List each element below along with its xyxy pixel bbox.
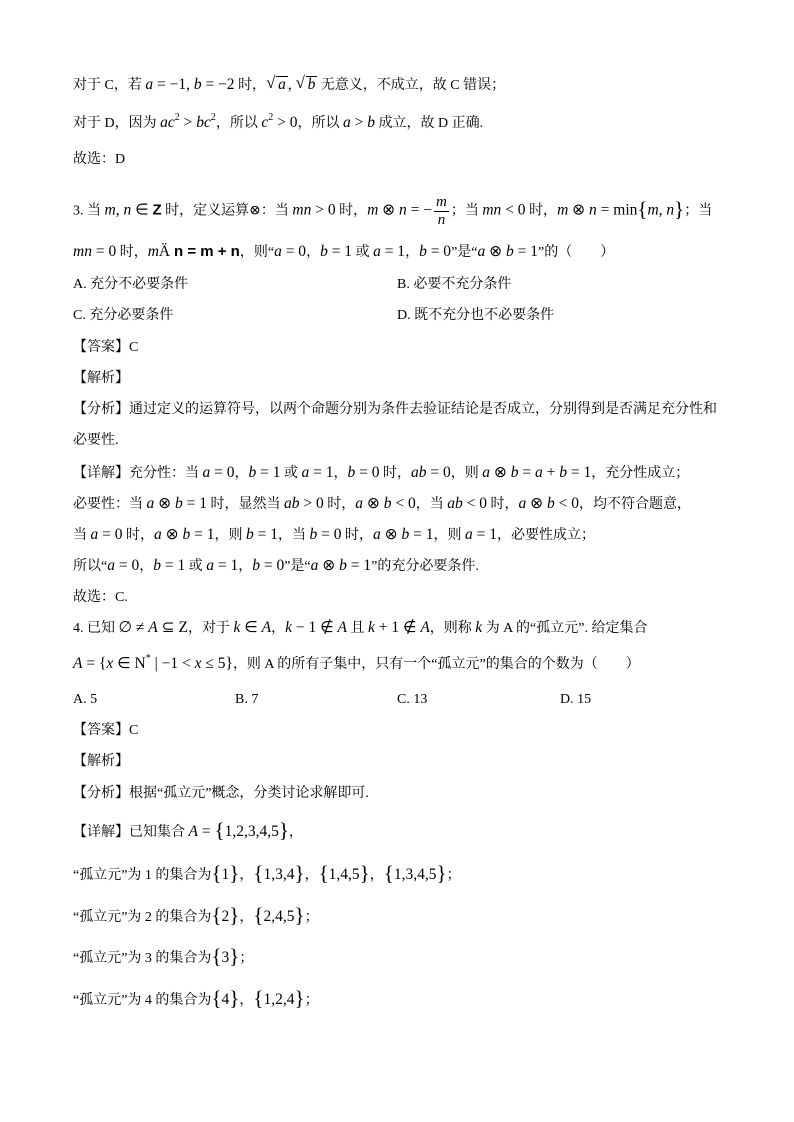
q3-option-b: B. 必要不充分条件 [397, 277, 512, 292]
math-italic: a [343, 114, 351, 131]
text-run: 且 [346, 621, 368, 636]
math-roman: ∈ [131, 201, 153, 219]
math-italic: b [347, 464, 356, 481]
text-run: 所以“ [73, 559, 108, 574]
text-run: 时， [379, 466, 411, 481]
math-roman: 1 [221, 866, 230, 883]
text-run: ， [139, 559, 154, 574]
math-italic: a [90, 526, 99, 543]
set-brace: { [211, 903, 222, 927]
math-roman: ⊗ [568, 201, 590, 219]
math-italic: mn [482, 201, 502, 219]
superscript: * [145, 653, 151, 664]
text-run: ， [304, 868, 319, 883]
text-run: ，则 [450, 466, 483, 481]
q3-detail-line-1 [73, 461, 689, 485]
text-run: 时， [234, 78, 267, 93]
math-italic: k [475, 619, 483, 636]
math-roman: | −1 < [150, 655, 195, 672]
math-roman: = 0 [259, 557, 285, 574]
text-run: ，所以 [297, 116, 344, 131]
text-run: ，充分性成立； [591, 466, 690, 481]
set-brace: } [229, 944, 240, 968]
text-run: 【详解】已知集合 [73, 825, 189, 840]
set-brace: { [211, 861, 222, 885]
math-roman: < 0 [501, 201, 526, 219]
math-roman: Ä [158, 243, 174, 260]
set-brace: { [318, 861, 329, 885]
math-roman: = 0 [98, 526, 123, 543]
math-italic: a [107, 557, 115, 574]
math-italic: a [206, 557, 214, 574]
text-run: ”是“ [451, 245, 478, 260]
math-roman: , [115, 201, 124, 219]
math-italic: mn [73, 243, 92, 260]
math-italic: bc [196, 114, 211, 131]
math-italic: ab [284, 495, 300, 512]
q3-answer: 【答案】C [73, 340, 139, 355]
math-bold: Z [152, 201, 162, 219]
math-roman: = 1 [346, 557, 372, 574]
math-italic: m [557, 201, 569, 219]
math-roman: = 1 [309, 464, 334, 481]
set-brace: { [211, 944, 222, 968]
math-italic: mn [292, 201, 312, 219]
math-roman: = 0 [91, 243, 117, 260]
math-italic: a [145, 76, 154, 93]
math-italic: b [419, 243, 427, 260]
math-italic: a [310, 557, 319, 574]
math-italic: b [153, 557, 161, 574]
math-italic: n [589, 201, 597, 219]
math-italic: n [123, 201, 132, 219]
text-run: ， [288, 825, 303, 840]
math-roman: = 1 [190, 526, 215, 543]
text-run: ，对于 [187, 621, 234, 636]
math-roman: > [350, 114, 368, 131]
text-run: ， [369, 868, 384, 883]
math-roman: = 1 [327, 243, 353, 260]
math-italic: b [246, 526, 254, 543]
q3-stem-line-2 [73, 240, 614, 264]
text-run: ； [304, 993, 319, 1008]
superscript: 2 [210, 112, 216, 123]
text-run: 或 [352, 245, 374, 260]
q4-option-d: D. 15 [560, 692, 592, 707]
text-run: 【详解】充分性：当 [73, 466, 203, 481]
math-roman: ⊗ [380, 526, 402, 543]
q4-analysis: 【分析】根据“孤立元”概念，分类讨论求解即可. [73, 786, 369, 801]
prev-solution-option-c [73, 73, 505, 97]
math-bold: n = m + n [173, 243, 240, 260]
set-brace: } [436, 861, 447, 885]
math-italic: a [274, 243, 282, 260]
set-brace: { [383, 861, 394, 885]
q4-stem-line-2 [73, 652, 640, 676]
square-root: √ a [276, 76, 288, 93]
text-run: ，则“ [239, 245, 275, 260]
text-run: “孤立元”为 2 的集合为 [73, 910, 212, 925]
math-roman: = { [82, 655, 107, 672]
math-roman: ∈ [240, 619, 262, 636]
set-brace: } [278, 818, 289, 842]
q4-detail-line-1 [73, 817, 303, 841]
prev-solution-option-d [73, 111, 483, 135]
math-roman: = 1 [213, 557, 239, 574]
text-run: 无意义，不成立，故 C 错误； [317, 78, 506, 93]
math-roman: > [179, 114, 197, 131]
text-run: “孤立元”为 1 的集合为 [73, 868, 212, 883]
math-italic: ab [411, 464, 427, 481]
math-roman: ⊗ [485, 243, 506, 260]
math-roman: = 1 [182, 495, 207, 512]
math-roman: 1,4,5 [328, 866, 360, 883]
math-roman: ⊗ [318, 557, 340, 574]
text-run: ； [446, 868, 461, 883]
q4-isolated-element-3 [73, 943, 253, 967]
math-italic: ab [447, 495, 463, 512]
fraction-numerator: m [436, 194, 447, 210]
math-roman: ⊗ [161, 526, 183, 543]
math-italic: k [367, 619, 375, 636]
set-brace: { [214, 818, 225, 842]
math-roman: ⊗ [363, 495, 384, 512]
math-italic: b [248, 464, 257, 481]
math-italic: a [373, 243, 381, 260]
text-run: 时， [122, 528, 154, 543]
math-roman: = −2 [201, 76, 235, 93]
text-run: 对于 C，若 [73, 78, 146, 93]
text-run: “孤立元”为 4 的集合为 [73, 993, 212, 1008]
math-italic: b [182, 526, 191, 543]
text-run: ，则称 [429, 621, 476, 636]
text-run: 3. 当 [73, 203, 105, 219]
q3-detail-line-4 [73, 554, 479, 578]
math-roman: < 0 [462, 495, 487, 512]
math-roman: > 0 [311, 201, 336, 219]
math-roman: = 1 [256, 464, 281, 481]
math-roman: = [518, 464, 535, 481]
math-roman: = 0 [426, 464, 451, 481]
math-roman: = 0 [210, 464, 235, 481]
math-italic: a [202, 464, 211, 481]
text-run: ，当 [415, 497, 448, 512]
math-italic: A [148, 619, 158, 636]
text-run: ， [405, 245, 420, 260]
math-roman: 1,2,4 [263, 991, 295, 1008]
math-roman: − 1 ∉ [291, 619, 338, 636]
fraction [434, 195, 449, 228]
math-roman: < 0 [391, 495, 416, 512]
math-italic: m [367, 201, 379, 219]
q4-isolated-element-4 [73, 985, 319, 1009]
math-roman: = 0 [426, 243, 452, 260]
math-roman: > 0 [299, 495, 324, 512]
text-run: 时， [341, 528, 373, 543]
math-roman: 2 [221, 908, 230, 925]
q3-option-c: C. 充分必要条件 [73, 308, 174, 323]
math-italic: b [367, 114, 376, 131]
text-run: 为 A 的“孤立元”. 给定集合 [482, 621, 648, 636]
set-brace: } [229, 861, 240, 885]
math-italic: a [301, 464, 310, 481]
math-roman: = −1, [153, 76, 194, 93]
q3-option-a: A. 充分不必要条件 [73, 277, 189, 292]
text-run: ， [239, 993, 254, 1008]
math-roman: ⊗ [490, 464, 511, 481]
q4-option-b: B. 7 [235, 692, 259, 707]
q4-isolated-element-1 [73, 860, 461, 884]
math-italic: c [261, 114, 269, 131]
math-roman: ⊗ [154, 495, 175, 512]
text-run: ， [333, 466, 348, 481]
math-italic: b [510, 464, 519, 481]
text-run: ”的（ ） [538, 245, 615, 260]
q3-analysis-line-1: 【分析】通过定义的运算符号，以两个命题分别为条件去验证结论是否成立，分别得到是否满足充分性和 [73, 402, 717, 417]
math-roman: > 0 [273, 114, 298, 131]
math-italic: b [175, 495, 183, 512]
q3-analysis-heading: 【解析】 [73, 371, 129, 386]
q4-isolated-element-2 [73, 902, 319, 926]
math-italic: A [73, 655, 83, 672]
set-brace: } [294, 903, 305, 927]
math-roman: = min [596, 201, 638, 219]
math-roman: ⊗ [526, 495, 547, 512]
math-italic: x [106, 655, 114, 672]
math-roman: = 1 [567, 464, 592, 481]
math-roman: ≤ 5} [201, 655, 233, 672]
text-run: 必要性：当 [73, 497, 147, 512]
math-italic: b [193, 76, 202, 93]
prev-choice: 故选：D [73, 152, 126, 167]
text-run: ； [304, 910, 319, 925]
math-roman: 1,3,4,5 [393, 866, 437, 883]
math-italic: b [320, 243, 328, 260]
q4-stem-line-1 [73, 616, 647, 640]
math-roman: = 1 [253, 526, 278, 543]
text-run: ，所以 [215, 116, 262, 131]
text-run: ； [239, 951, 254, 966]
math-italic: A [337, 619, 347, 636]
math-italic: a [154, 526, 162, 543]
text-run: 时，定义运算⊗：当 [161, 203, 293, 219]
text-run: ”的充分必要条件. [371, 559, 479, 574]
math-italic: b [252, 557, 260, 574]
text-run: ，则 A 的所有子集中，只有一个“孤立元”的集合的个数为（ ） [232, 657, 640, 672]
text-run: ， [238, 559, 253, 574]
text-run: ；当 [450, 203, 483, 219]
text-run: 或 [185, 559, 207, 574]
q4-answer: 【答案】C [73, 723, 139, 738]
math-italic: b [401, 526, 410, 543]
text-run: 时， [323, 497, 356, 512]
q3-stem-line-1 [73, 194, 713, 228]
set-brace: { [253, 986, 264, 1010]
text-run: ，均不符合题意， [579, 497, 691, 512]
text-run: 时， [116, 245, 148, 260]
set-brace: { [253, 861, 264, 885]
math-italic: A [420, 619, 430, 636]
text-run: ，则 [433, 528, 465, 543]
text-run: ，则 [214, 528, 246, 543]
superscript: 2 [174, 112, 180, 123]
set-brace: } [359, 861, 370, 885]
text-run: ， [239, 868, 254, 883]
math-roman: = 1 [472, 526, 497, 543]
math-italic: a [477, 243, 486, 260]
set-brace: } [294, 986, 305, 1010]
square-root: √ b [306, 76, 318, 93]
set-brace: } [229, 903, 240, 927]
math-italic: a [465, 526, 473, 543]
math-roman: 3 [221, 949, 230, 966]
math-italic: a [482, 464, 490, 481]
math-italic: b [559, 464, 567, 481]
math-italic: A [188, 823, 198, 840]
set-brace: { [637, 196, 648, 221]
math-roman: 1,2,3,4,5 [224, 823, 279, 840]
math-roman: 4 [221, 991, 230, 1008]
text-run: ，必要性成立； [497, 528, 595, 543]
text-run: ， [306, 245, 321, 260]
math-roman: = 1 [409, 526, 434, 543]
text-run: 对于 D，因为 [73, 116, 161, 131]
text-run: ， [271, 621, 286, 636]
math-roman: = 1 [160, 557, 186, 574]
set-brace: } [229, 986, 240, 1010]
text-run: ， [234, 466, 249, 481]
q4-option-a: A. 5 [73, 692, 98, 707]
math-italic: ac [160, 114, 175, 131]
text-run: 时， [335, 203, 368, 219]
text-run: “孤立元”为 3 的集合为 [73, 951, 212, 966]
math-roman: ∅ ≠ [118, 619, 149, 636]
math-italic: b [547, 495, 555, 512]
math-roman: = [197, 823, 215, 840]
text-run: 时，显然当 [207, 497, 284, 512]
q3-detail-line-2 [73, 492, 691, 516]
q3-option-d: D. 既不充分也不必要条件 [397, 308, 555, 323]
text-run: ， [239, 910, 254, 925]
text-run: 或 [280, 466, 302, 481]
math-italic: A [261, 619, 272, 636]
text-run: 成立，故 D 正确. [375, 116, 484, 131]
q4-analysis-heading: 【解析】 [73, 754, 129, 769]
text-run: 当 [73, 528, 91, 543]
math-roman: , [658, 201, 667, 219]
math-italic: m [647, 201, 659, 219]
math-roman: = 0 [355, 464, 380, 481]
text-run: ；当 [684, 203, 713, 219]
math-roman: ⊆ Z [157, 619, 188, 636]
math-italic: m [104, 201, 116, 219]
math-roman: 2,4,5 [263, 908, 295, 925]
math-italic: b [309, 526, 318, 543]
superscript: 2 [268, 112, 274, 123]
math-italic: k [285, 619, 292, 636]
text-run: 4. 已知 [73, 621, 119, 636]
text-run: ，当 [278, 528, 310, 543]
math-roman: = 0 [317, 526, 342, 543]
math-roman: = 0 [281, 243, 307, 260]
q4-option-c: C. 13 [397, 692, 428, 707]
math-roman: + [542, 464, 560, 481]
fraction-denominator: n [437, 212, 446, 228]
math-italic: k [233, 619, 241, 636]
set-brace: } [674, 196, 685, 221]
math-roman: + 1 ∉ [374, 619, 421, 636]
math-italic: n [666, 201, 675, 219]
math-roman: = 0 [114, 557, 140, 574]
math-italic: a [355, 495, 363, 512]
q3-detail-line-3 [73, 523, 595, 547]
math-roman: = 1 [380, 243, 406, 260]
q3-choice: 故选：C. [73, 590, 128, 605]
math-roman: = 1 [513, 243, 538, 260]
math-italic: x [194, 655, 202, 672]
math-italic: m [147, 243, 159, 260]
set-brace: { [253, 903, 264, 927]
text-run: 时， [525, 203, 558, 219]
math-italic: n [399, 201, 407, 219]
math-italic: a [518, 495, 527, 512]
text-run: ”是“ [284, 559, 311, 574]
math-italic: b [383, 495, 392, 512]
math-roman: = − [406, 201, 433, 219]
set-brace: } [294, 861, 305, 885]
math-roman: < 0 [554, 495, 579, 512]
set-brace: { [211, 986, 222, 1010]
math-roman: , [287, 76, 296, 93]
math-italic: b [506, 243, 514, 260]
math-roman: 1,3,4 [263, 866, 295, 883]
math-italic: b [339, 557, 347, 574]
math-italic: a [146, 495, 155, 512]
math-italic: a [373, 526, 381, 543]
math-roman: ⊗ [378, 201, 400, 219]
math-italic: a [535, 464, 543, 481]
q3-analysis-line-2: 必要性. [73, 433, 119, 448]
text-run: 时， [487, 497, 519, 512]
math-roman: ∈ N [113, 655, 146, 672]
